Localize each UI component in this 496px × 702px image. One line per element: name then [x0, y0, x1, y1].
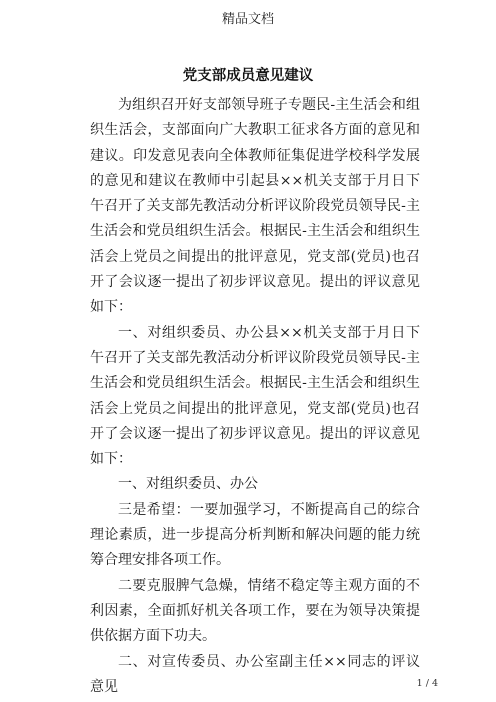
paragraph: 二、对宣传委员、办公室副主任××同志的评议意见	[90, 653, 420, 695]
paragraph: 为组织召开好支部领导班子专题民-主生活会和组织生活会，支部面向广大教职工征求各方面的意见和建议。印发意见表向全体教师征集促进学校科学发展的意见和建议在教师中引起县××机关支部于月日下午召开了关支部先教活动分析评议阶段党员领导民-主生活会和党员组织生活会。根据民-主生活会和组织生活会上党员之间提出的批评意见，党支部(党员)也召开了会议逐一提出了初步评议意见。提出的评议意见如下：	[90, 97, 420, 316]
paragraph: 二要克服脾气急燥，情绪不稳定等主观方面的不利因素，全面抓好机关各项工作，要在为领导决策提供依据方面下功夫。	[90, 577, 420, 645]
document-body	[90, 93, 420, 700]
paragraph: 一、对组织委员、办公	[118, 476, 258, 493]
document-title: 党支部成员意见建议	[182, 67, 314, 84]
page-header: 精品文档	[221, 12, 274, 27]
page-number: 1 / 4	[416, 678, 438, 689]
paragraph: 三是希望：一要加强学习，不断提高自己的综合理论素质，进一步提高分析判断和解决问题的能力统筹合理安排各项工作。	[90, 501, 420, 569]
paragraph: 一、对组织委员、办公县××机关支部于月日下午召开了关支部先教活动分析评议阶段党员领导民-主生活会和党员组织生活会。根据民-主生活会和组织生活会上党员之间提出的批评意见，党支部(党员)也召开了会议逐一提出了初步评议意见。提出的评议意见如下：	[90, 324, 420, 468]
